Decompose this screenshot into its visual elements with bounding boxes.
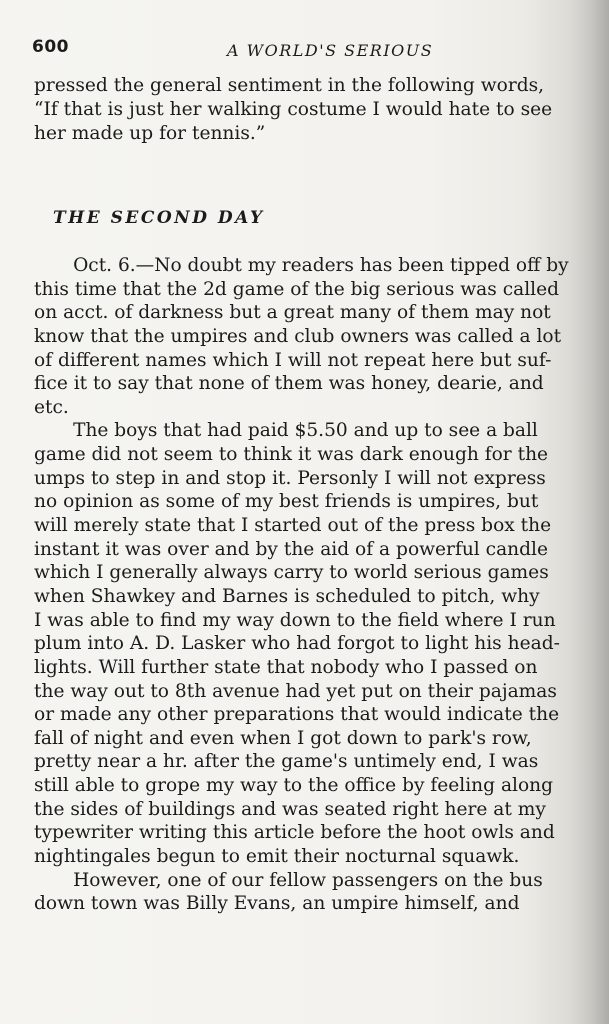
text-line: know that the umpires and club owners was called a lot	[34, 324, 562, 347]
running-head: A WORLD'S SERIOUS	[227, 41, 434, 60]
page-number: 600	[32, 37, 69, 57]
text-line: the way out to 8th avenue had yet put on their pajamas	[34, 679, 557, 702]
text-line: when Shawkey and Barnes is scheduled to pitch, why	[34, 584, 540, 607]
text-line: game did not seem to think it was dark enough for the	[34, 443, 549, 466]
text-line: fall of night and even when I got down to park's row,	[34, 726, 532, 749]
text-line: pretty near a hr. after the game's untimely end, I was	[34, 750, 539, 773]
text-line: plum into A. D. Lasker who had forgot to light his head-	[34, 632, 560, 655]
text-line: the sides of buildings and was seated right here at my	[34, 797, 546, 820]
text-line: this time that the 2d game of the big serious was called	[34, 277, 560, 300]
text-line: Oct. 6.—No doubt my readers has been tipped off by	[73, 254, 569, 276]
text-line: will merely state that I started out of the press box the	[34, 514, 552, 537]
continued-paragraph	[34, 73, 594, 145]
section-body	[34, 254, 594, 916]
text-line: umps to step in and stop it. Personly I will not express	[34, 466, 546, 489]
text-line: or made any other preparations that would indicate the	[34, 703, 560, 726]
text-line: nightingales begun to emit their nocturnal squawk.	[34, 845, 520, 868]
text-line: The boys that had paid $5.50 and up to see a ball	[73, 419, 538, 442]
text-line: “If that is just her walking costume I would hate to see	[34, 98, 553, 120]
text-line: etc.	[34, 395, 69, 418]
text-line: still able to grope my way to the office by feeling along	[34, 774, 554, 797]
section-heading: THE SECOND DAY	[53, 208, 265, 228]
text-line: instant it was over and by the aid of a powerful candle	[34, 537, 548, 560]
text-line: on acct. of darkness but a great many of them may not	[34, 301, 551, 324]
text-line: of different names which I will not repeat here but suf-	[34, 348, 552, 371]
text-line: no opinion as some of my best friends is umpires, but	[34, 490, 539, 513]
text-line: her made up for tennis.”	[34, 122, 266, 144]
text-line: I was able to find my way down to the field where I run	[34, 608, 556, 631]
text-line: which I generally always carry to world serious games	[34, 561, 549, 584]
text-line: fice it to say that none of them was honey, dearie, and	[34, 372, 544, 395]
text-line: down town was Billy Evans, an umpire himself, and	[34, 892, 520, 915]
text-line: However, one of our fellow passengers on the bus	[73, 868, 543, 891]
text-line: pressed the general sentiment in the following words,	[34, 74, 545, 96]
text-line: typewriter writing this article before the hoot owls and	[34, 821, 555, 844]
page-header	[32, 37, 592, 63]
text-line: lights. Will further state that nobody who I passed on	[34, 655, 538, 678]
